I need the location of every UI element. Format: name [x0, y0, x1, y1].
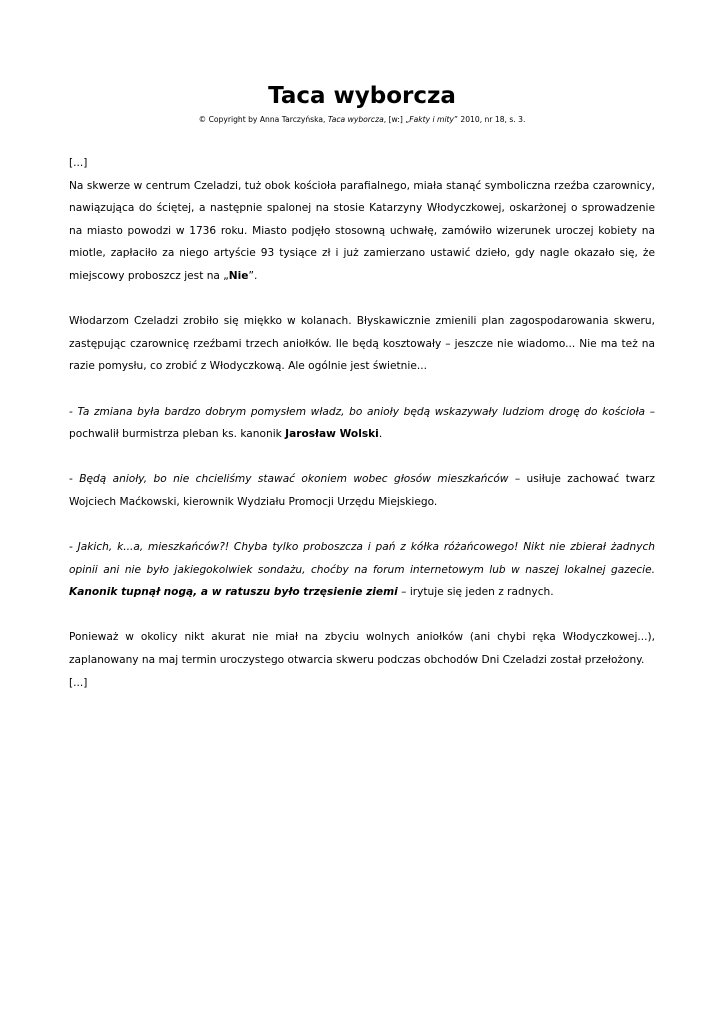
paragraph-4	[69, 468, 655, 513]
paragraph-5	[69, 536, 655, 604]
paragraph-3-rest: – pochwalił burmistrza pleban ks. kanonik	[69, 405, 655, 441]
ellipsis-end: [...]	[69, 676, 88, 689]
copyright-line	[0, 114, 724, 126]
paragraph-3-name: Jarosław Wolski	[285, 428, 379, 441]
copyright-source: Fakty i mity	[409, 115, 455, 124]
paragraph-4-quote: - Będą anioły, bo nie chcieliśmy stawać okoniem wobec głosów mieszkańców	[69, 473, 509, 486]
copyright-work: Taca wyborcza	[327, 115, 384, 124]
paragraph-5-bold-quote: Kanonik tupnął nogą, a w ratuszu było trzęsienie ziemi	[69, 586, 398, 599]
paragraph-6: Ponieważ w okolicy nikt akurat nie miał na zbyciu wolnych aniołków (ani chybi ręka Włodyczkowej...), zaplanowany na maj termin uroczystego otwarcia skweru podczas obchodów Dni Czeladzi został przełożony.	[69, 631, 655, 667]
paragraph-1-bold: Nie	[228, 269, 249, 282]
paragraph-3-quote: - Ta zmiana była bardzo dobrym pomysłem władz, bo anioły będą wskazywały ludziom drogę do kościoła	[69, 405, 646, 418]
paragraph-1-text: Na skwerze w centrum Czeladzi, tuż obok kościoła parafialnego, miała stanąć symboliczna rzeźba czarownicy, nawiązująca do ściętej, a następnie spalonej na stosie Katarzyny Włodyczkowej, oskarżonej o sprowadzenie na miasto powodzi w 1736 roku. Miasto podjęło stosowną uchwałę, zamówiło wizerunek uroczej kobiety na miotle, zapłaciło za niego artyście 93 tysiące zł i już zamierzano ustawić dzieło, gdy nagle okazało się, że miejscowy proboszcz jest na „	[69, 179, 655, 282]
copyright-prefix: © Copyright by Anna Tarczyńska,	[198, 115, 328, 124]
paragraph-4-rest: – usiłuje zachować twarz Wojciech Maćkowski, kierownik Wydziału Promocji Urzędu Miejskiego.	[69, 473, 655, 508]
paragraph-2: Włodarzom Czeladzi zrobiło się miękko w kolanach. Błyskawicznie zmienili plan zagospodarowania skweru, zastępując czarownicę rzeźbami trzech aniołków. Ile będą kosztowały – jeszcze nie wiadomo... Nie ma też na razie pomysłu, co zrobić z Włodyczkową. Ale ogólnie jest świetnie...	[69, 315, 655, 373]
paragraph-5-quote: - Jakich, k...a, mieszkańców?! Chyba tylko proboszcza i pań z kółka różańcowego! Nikt nie zbierał żadnych opinii ani nie było jakiegokolwiek sondażu, choćby na forum internetowym lub w naszej lokalnej gazecie.	[69, 541, 655, 576]
paragraph-3	[69, 401, 655, 446]
paragraph-5-rest: – irytuje się jeden z radnych.	[397, 586, 554, 599]
copyright-suffix: ” 2010, nr 18, s. 3.	[454, 115, 526, 124]
ellipsis-start: [...]	[69, 157, 88, 169]
copyright-sep: , [w:] „	[383, 115, 410, 124]
article-body	[69, 152, 655, 694]
document-title: Taca wyborcza	[268, 83, 456, 109]
paragraph-1-end: ”.	[248, 269, 258, 282]
paragraph-1	[69, 175, 655, 288]
paragraph-3-end: .	[378, 428, 383, 441]
